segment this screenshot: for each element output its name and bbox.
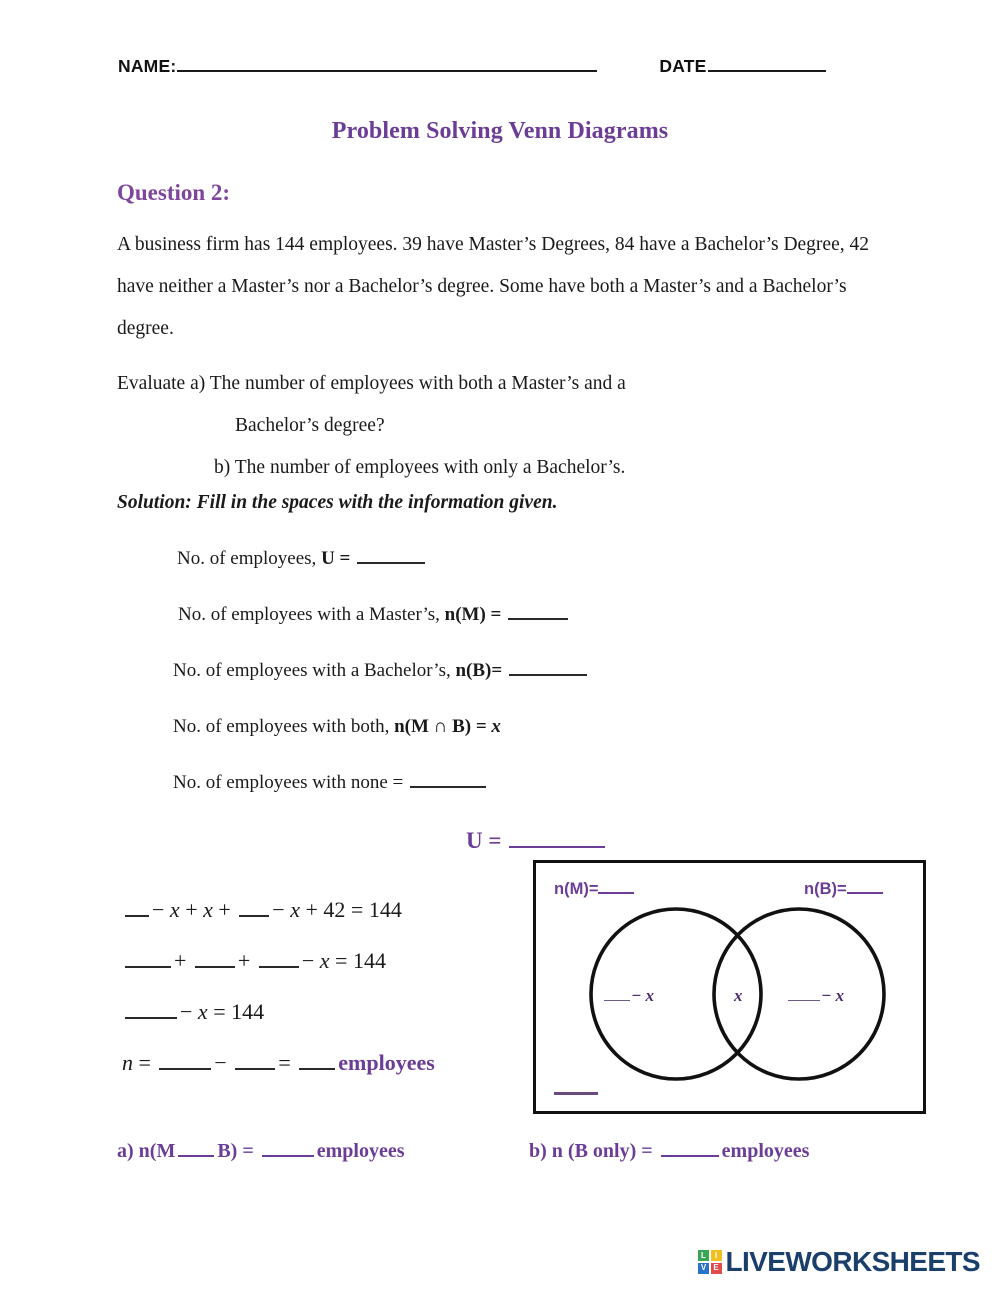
fill-label-universal: No. of employees,	[177, 548, 322, 569]
venn-right-expr: − x	[821, 986, 845, 1005]
equation-row-1	[122, 884, 542, 935]
answer-b-prefix: b) n (B only) =	[529, 1140, 658, 1162]
universal-set-blank[interactable]	[509, 836, 605, 848]
venn-region-bachelors-only	[788, 986, 844, 1006]
question-heading: Question 2:	[117, 180, 231, 205]
eq4-employees-word: employees	[338, 1050, 435, 1075]
eq1-equals: =	[350, 897, 364, 922]
eq1-plus-2: +	[218, 897, 231, 922]
eq1-minus-2: −	[272, 897, 285, 922]
venn-left-blank[interactable]	[604, 991, 630, 1001]
eq2-minus: −	[301, 948, 315, 973]
venn-diagram-box	[533, 860, 926, 1114]
fill-blank-universal[interactable]	[357, 551, 425, 564]
fill-line-both	[117, 716, 837, 772]
fill-label-none: No. of employees with none =	[173, 772, 408, 793]
fill-in-list	[117, 548, 837, 828]
eq1-plus-3: +	[305, 897, 318, 922]
universal-set-label: U =	[466, 828, 502, 853]
venn-region-intersection	[734, 986, 743, 1006]
logo-cell-v: V	[698, 1263, 709, 1274]
liveworksheets-logo	[698, 1246, 980, 1278]
fill-blank-none[interactable]	[410, 775, 486, 788]
eq1-const-144: 144	[368, 897, 402, 922]
logo-cell-i: I	[711, 1250, 722, 1261]
equations-block	[122, 884, 542, 1088]
eq1-x-1: x	[169, 897, 180, 922]
venn-middle-expr: x	[734, 986, 743, 1005]
eq3-minus: −	[180, 999, 193, 1024]
fill-blank-masters[interactable]	[508, 607, 568, 620]
fill-line-none	[117, 772, 837, 828]
venn-outside-blank[interactable]	[554, 1092, 598, 1095]
eq2-plus-1: +	[174, 948, 187, 973]
answer-a	[117, 1140, 405, 1163]
venn-label-b-text: n(B)=	[804, 880, 847, 898]
eq4-blank-1[interactable]	[159, 1056, 211, 1070]
equation-row-4	[122, 1037, 542, 1088]
answer-b-value-blank[interactable]	[661, 1145, 719, 1157]
eq4-n-symbol: n	[122, 1050, 133, 1075]
fill-label-both: No. of employees with both,	[173, 716, 395, 737]
eq2-blank-1[interactable]	[125, 954, 171, 968]
equation-row-2	[122, 935, 542, 986]
eq4-equals-1: =	[138, 1050, 151, 1075]
evaluate-part-a-cont: Bachelor’s degree?	[235, 415, 385, 436]
logo-cell-e: E	[711, 1263, 722, 1274]
eq2-const-144: 144	[352, 948, 386, 973]
logo-cell-l: L	[698, 1250, 709, 1261]
fill-symbol-masters: n(M) =	[444, 604, 507, 625]
universal-set-line	[466, 828, 605, 854]
fill-value-both-x: x	[491, 716, 501, 737]
eq2-plus-2: +	[237, 948, 251, 973]
eq2-blank-3[interactable]	[259, 954, 299, 968]
eq2-equals: =	[335, 948, 348, 973]
venn-circles-svg	[536, 863, 929, 1117]
eq4-blank-2[interactable]	[235, 1056, 275, 1070]
answer-a-mid: B) =	[217, 1140, 259, 1162]
eq1-blank-2[interactable]	[239, 903, 269, 917]
eq3-blank-1[interactable]	[125, 1005, 177, 1019]
eq2-blank-2[interactable]	[195, 954, 235, 968]
date-blank-field[interactable]	[708, 58, 826, 72]
answer-a-operator-blank[interactable]	[178, 1145, 214, 1157]
question-body: A business firm has 144 employees. 39 have Master’s Degrees, 84 have a Bachelor’s Degree, 42 have neither a Master’s nor a Bachelor’s degree. Some have both a Master’s and a Bachelor’s degree.	[117, 234, 869, 339]
answer-a-prefix: a) n(M	[117, 1140, 176, 1162]
name-label: NAME:	[118, 56, 177, 76]
venn-region-masters-only	[604, 986, 654, 1006]
eq1-blank-1[interactable]	[125, 903, 149, 917]
answer-b	[529, 1140, 809, 1163]
name-date-row	[118, 56, 882, 77]
evaluate-part-b: b) The number of employees with only a Bachelor’s.	[214, 457, 626, 478]
eq1-minus-1: −	[152, 897, 165, 922]
liveworksheets-logo-icon	[698, 1250, 722, 1274]
eq3-const-144: 144	[231, 999, 265, 1024]
solution-instruction: Solution: Fill in the spaces with the information given.	[117, 492, 558, 513]
fill-label-masters: No. of employees with a Master’s,	[178, 604, 445, 625]
eq4-minus: −	[214, 1050, 227, 1075]
eq1-x-2: x	[203, 897, 213, 922]
date-label: DATE	[659, 56, 707, 76]
answer-b-suffix: employees	[721, 1140, 810, 1162]
answer-a-value-blank[interactable]	[262, 1145, 314, 1157]
eq1-x-3: x	[290, 897, 300, 922]
fill-label-bachelors: No. of employees with a Bachelor’s,	[173, 660, 456, 681]
eq3-x: x	[197, 999, 208, 1024]
fill-symbol-universal: U =	[321, 548, 356, 569]
evaluate-block	[117, 363, 897, 489]
eq1-plus-1: +	[185, 897, 198, 922]
equation-row-3	[122, 986, 542, 1037]
name-blank-field[interactable]	[177, 58, 597, 72]
eq2-x: x	[319, 948, 330, 973]
eq4-blank-3[interactable]	[299, 1056, 335, 1070]
fill-symbol-both: n(M ∩ B) =	[394, 716, 492, 737]
fill-blank-bachelors[interactable]	[509, 663, 587, 676]
fill-line-masters	[117, 604, 837, 660]
eq4-equals-2: =	[278, 1050, 291, 1075]
evaluate-part-a: Evaluate a) The number of employees with both a Master’s and a	[117, 373, 626, 394]
fill-line-universal	[117, 548, 837, 604]
answer-a-suffix: employees	[316, 1140, 405, 1162]
page-title: Problem Solving Venn Diagrams	[331, 118, 669, 144]
fill-line-bachelors	[117, 660, 837, 716]
venn-left-expr: − x	[631, 986, 655, 1005]
eq3-equals: =	[213, 999, 226, 1024]
venn-label-m-text: n(M)=	[554, 880, 599, 898]
eq1-const-42: 42	[323, 897, 346, 922]
liveworksheets-wordmark: LIVEWORKSHEETS	[725, 1246, 981, 1277]
fill-symbol-bachelors: n(B)=	[455, 660, 507, 681]
venn-right-blank[interactable]	[788, 991, 820, 1001]
